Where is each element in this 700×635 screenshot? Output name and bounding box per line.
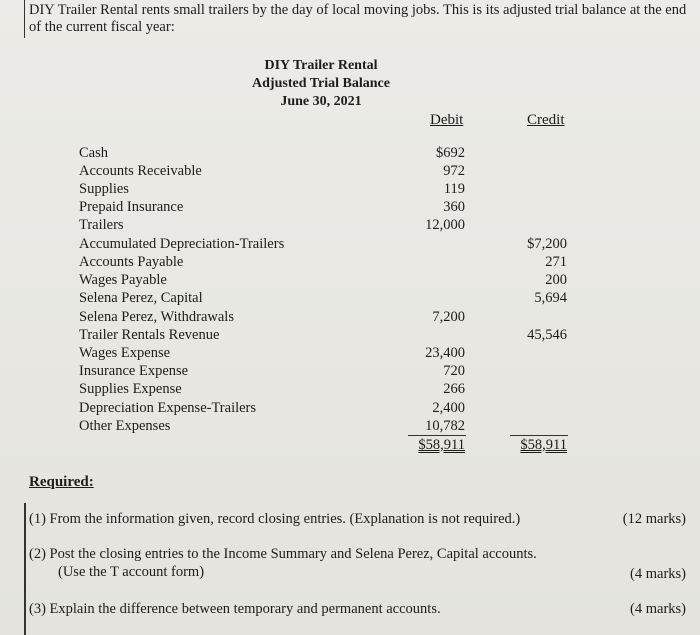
debit-amount: 720 bbox=[443, 363, 465, 379]
debit-amount: 10,782 bbox=[425, 418, 465, 434]
credit-amount: $7,200 bbox=[527, 236, 567, 252]
debit-amount: 266 bbox=[443, 381, 465, 397]
question-1: (1) From the information given, record closing entries. (Explanation is not required.) bbox=[29, 511, 521, 527]
account-name: Accounts Receivable bbox=[79, 163, 202, 179]
required-heading: Required: bbox=[29, 474, 94, 490]
statement-date: June 30, 2021 bbox=[280, 94, 362, 109]
debit-amount: 360 bbox=[443, 199, 465, 215]
credit-column-header: Credit bbox=[527, 112, 565, 128]
question-3: (3) Explain the difference between temporary and permanent accounts. bbox=[29, 601, 441, 617]
account-name: Cash bbox=[79, 145, 108, 161]
account-name: Other Expenses bbox=[79, 418, 171, 434]
company-name: DIY Trailer Rental bbox=[264, 58, 378, 73]
debit-amount: $692 bbox=[436, 145, 465, 161]
questions-border bbox=[24, 503, 26, 635]
account-name: Supplies Expense bbox=[79, 381, 182, 397]
credit-amount: 271 bbox=[545, 254, 567, 270]
account-name: Prepaid Insurance bbox=[79, 199, 184, 215]
debit-amount: 7,200 bbox=[432, 309, 465, 325]
debit-amount: 2,400 bbox=[432, 400, 465, 416]
credit-amount: 200 bbox=[545, 272, 567, 288]
debit-amount: 23,400 bbox=[425, 345, 465, 361]
question-1-marks: (12 marks) bbox=[622, 511, 686, 527]
debit-column-header: Debit bbox=[430, 112, 464, 128]
account-name: Supplies bbox=[79, 181, 129, 197]
question-2-note: (Use the T account form) bbox=[58, 564, 205, 580]
question-2-marks: (4 marks) bbox=[630, 566, 686, 582]
account-name: Wages Payable bbox=[79, 272, 167, 288]
account-name: Trailers bbox=[79, 217, 124, 233]
debit-total-rule bbox=[408, 435, 466, 436]
intro-text: DIY Trailer Rental rents small trailers by the day of local moving jobs. This is its adjusted trial balance at the end of the current fiscal year: bbox=[29, 2, 687, 35]
account-name: Trailer Rentals Revenue bbox=[79, 327, 220, 343]
debit-total: $58,911 bbox=[418, 437, 465, 453]
credit-amount: 5,694 bbox=[534, 290, 567, 306]
account-name: Accumulated Depreciation-Trailers bbox=[79, 236, 285, 252]
account-name: Selena Perez, Capital bbox=[79, 290, 203, 306]
credit-total-rule bbox=[510, 435, 568, 436]
credit-total: $58,911 bbox=[520, 437, 567, 453]
debit-amount: 119 bbox=[443, 181, 465, 197]
account-name: Accounts Payable bbox=[79, 254, 184, 270]
question-3-marks: (4 marks) bbox=[630, 601, 686, 617]
debit-amount: 972 bbox=[443, 163, 465, 179]
account-name: Insurance Expense bbox=[79, 363, 189, 379]
account-name: Depreciation Expense-Trailers bbox=[79, 400, 257, 416]
account-name: Wages Expense bbox=[79, 345, 171, 361]
question-2: (2) Post the closing entries to the Income Summary and Selena Perez, Capital accounts. bbox=[29, 546, 537, 562]
credit-amount: 45,546 bbox=[527, 327, 567, 343]
account-name: Selena Perez, Withdrawals bbox=[79, 309, 234, 325]
statement-title: Adjusted Trial Balance bbox=[252, 76, 390, 91]
debit-amount: 12,000 bbox=[425, 217, 465, 233]
